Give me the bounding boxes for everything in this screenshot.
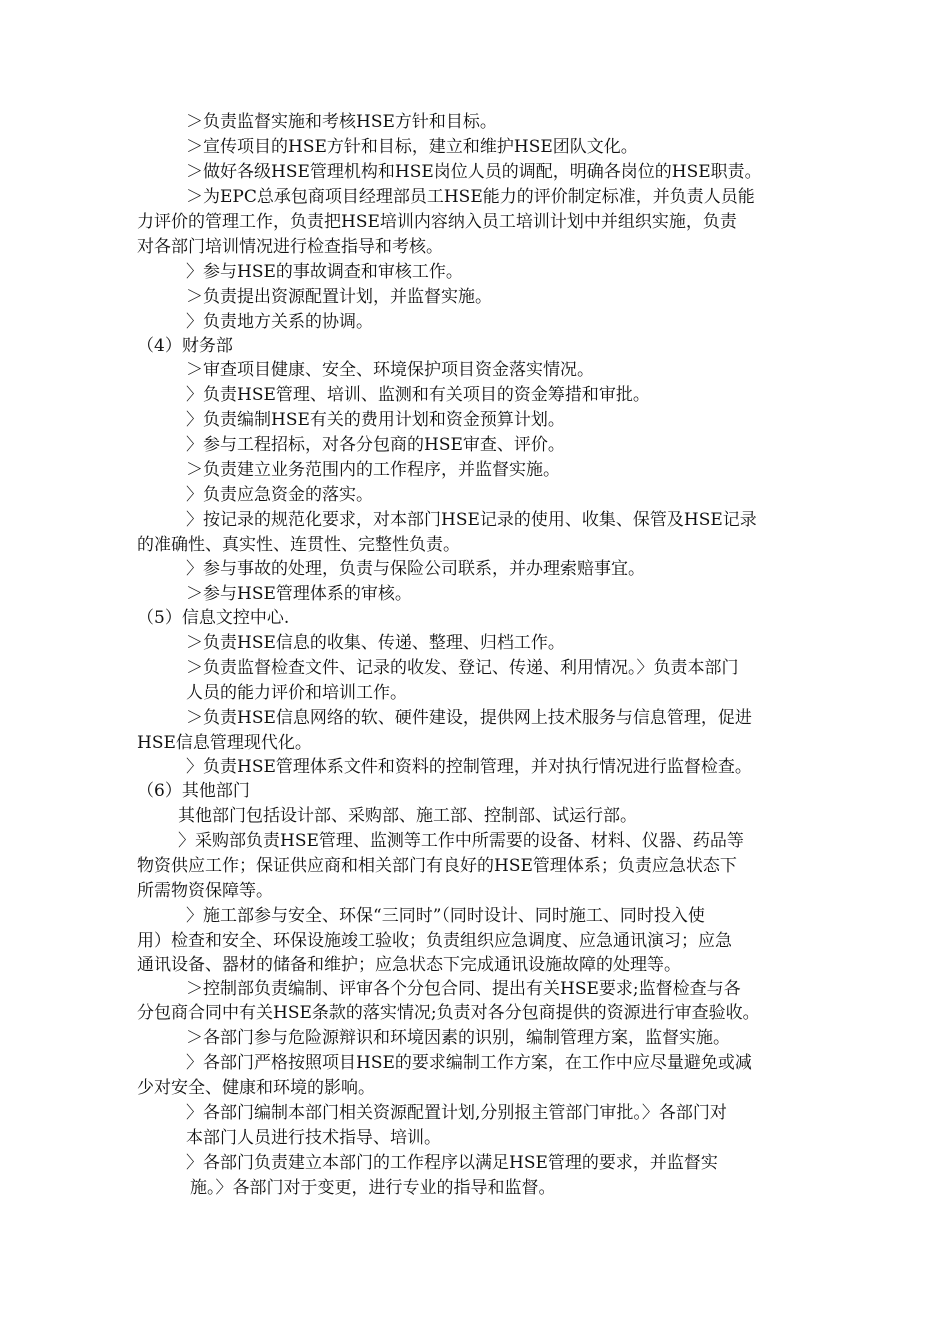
text-line: ＞负责HSE信息的收集、传递、整理、归档工作。	[186, 633, 565, 653]
text-line: ＞负责提出资源配置计划，并监督实施。	[186, 287, 492, 307]
text-line: 〉各部门严格按照项目HSE的要求编制工作方案，在工作中应尽量避免或减	[186, 1053, 752, 1073]
text-line: 〉参与HSE的事故调查和审核工作。	[186, 262, 463, 282]
text-line: 〉参与事故的处理，负责与保险公司联系，并办理索赔事宜。	[186, 559, 645, 579]
text-line: ＞审查项目健康、安全、环境保护项目资金落实情况。	[186, 360, 594, 380]
text-line: ＞做好各级HSE管理机构和HSE岗位人员的调配，明确各岗位的HSE职责。	[186, 162, 762, 182]
text-line: 所需物资保障等。	[137, 881, 273, 901]
text-line: 〉各部门编制本部门相关资源配置计划,分别报主管部门审批。〉各部门对	[186, 1103, 727, 1123]
text-line: 〉参与工程招标，对各分包商的HSE审查、评价。	[186, 435, 565, 455]
text-line: 少对安全、健康和环境的影响。	[137, 1078, 375, 1098]
text-line: ＞参与HSE管理体系的审核。	[186, 584, 412, 604]
text-line: 〉负责编制HSE有关的费用计划和资金预算计划。	[186, 410, 565, 430]
text-line: 〉采购部负责HSE管理、监测等工作中所需要的设备、材料、仪器、药品等	[178, 831, 744, 851]
text-line: 其他部门包括设计部、采购部、施工部、控制部、试运行部。	[178, 806, 637, 826]
text-line: ＞宣传项目的HSE方针和目标，建立和维护HSE团队文化。	[186, 137, 638, 157]
text-line: 〉施工部参与安全、环保“三同时”（同时设计、同时施工、同时投入使	[186, 906, 705, 926]
section-heading: （6）其他部门	[137, 781, 250, 801]
text-line: 〉负责应急资金的落实。	[186, 485, 373, 505]
text-line: 〉负责地方关系的协调。	[186, 312, 373, 332]
text-line: ＞各部门参与危险源辩识和环境因素的识别，编制管理方案，监督实施。	[186, 1028, 730, 1048]
text-line: ＞负责监督实施和考核HSE方针和目标。	[186, 112, 497, 132]
text-line: 〉负责HSE管理体系文件和资料的控制管理，并对执行情况进行监督检查。	[186, 757, 752, 777]
text-line: 〉按记录的规范化要求，对本部门HSE记录的使用、收集、保管及HSE记录	[186, 510, 757, 530]
text-line: ＞负责建立业务范围内的工作程序，并监督实施。	[186, 460, 560, 480]
text-line: 〉负责HSE管理、培训、监测和有关项目的资金筹措和审批。	[186, 385, 650, 405]
section-heading: （5）信息文控中心.	[137, 608, 290, 628]
text-line: ＞负责监督检查文件、记录的收发、登记、传递、利用情况。〉负责本部门	[186, 658, 739, 678]
text-line: ＞负责HSE信息网络的软、硬件建设，提供网上技术服务与信息管理，促进	[186, 708, 752, 728]
text-line: 用）检查和安全、环保设施竣工验收；负责组织应急调度、应急通讯演习；应急	[137, 931, 732, 951]
text-line: 本部门人员进行技术指导、培训。	[186, 1128, 441, 1148]
text-line: 通讯设备、器材的储备和维护；应急状态下完成通讯设施故障的处理等。	[137, 955, 681, 975]
text-line: 人员的能力评价和培训工作。	[186, 683, 407, 703]
text-line: 力评价的管理工作，负责把HSE培训内容纳入员工培训计划中并组织实施，负责	[137, 212, 737, 232]
text-line: 物资供应工作；保证供应商和相关部门有良好的HSE管理体系；负责应急状态下	[137, 856, 737, 876]
text-line: 〉各部门负责建立本部门的工作程序以满足HSE管理的要求，并监督实	[186, 1153, 718, 1173]
text-line: HSE信息管理现代化。	[137, 733, 312, 753]
text-line: ＞控制部负责编制、评审各个分包合同、提出有关HSE要求;监督检查与各	[186, 979, 741, 999]
text-line: 施。〉各部门对于变更，进行专业的指导和监督。	[190, 1178, 556, 1198]
text-line: ＞为EPC总承包商项目经理部员工HSE能力的评价制定标准，并负责人员能	[186, 187, 755, 207]
section-heading: （4）财务部	[137, 336, 233, 356]
text-line: 的准确性、真实性、连贯性、完整性负责。	[137, 535, 460, 555]
text-line: 分包商合同中有关HSE条款的落实情况;负责对各分包商提供的资源进行审查验收。	[137, 1003, 760, 1023]
text-line: 对各部门培训情况进行检查指导和考核。	[137, 237, 443, 257]
